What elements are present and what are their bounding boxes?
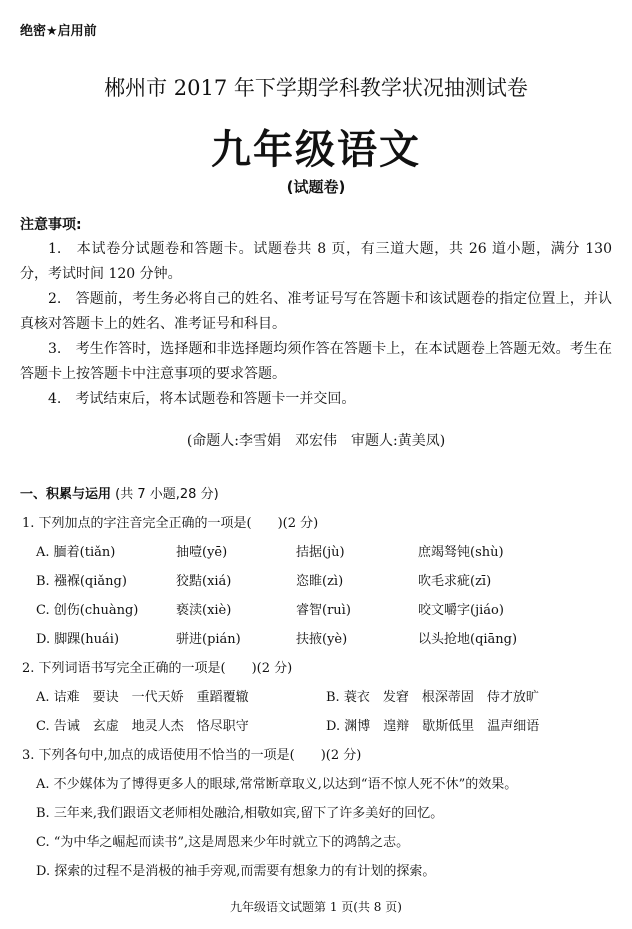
q1-option-d-4: 以头抢地(qiāng): [418, 632, 518, 647]
notice-heading: 注意事项:: [20, 217, 82, 233]
q1-option-a-1: A. 腼着(tiǎn): [36, 545, 116, 560]
q1-option-d-2: 骈进(pián): [176, 632, 241, 647]
secret-label: 绝密★启用前: [20, 24, 97, 39]
q2-option-d: D. 渊博 遑辩 歇斯低里 温声细语: [326, 719, 540, 734]
q1-option-b-4: 吹毛求疵(zī): [418, 574, 492, 589]
question-1-stem: 1. 下列加点的字注音完全正确的一项是( )(2 分): [22, 516, 319, 531]
q1-option-b-1: B. 襁褓(qiǎng): [36, 574, 127, 589]
notice-item: 1. 本试卷分试题卷和答题卡。试题卷共 8 页，有三道大题，共 26 道小题，满分 130 分，考试时间 120 分钟。: [20, 241, 612, 282]
notice-list: [20, 237, 612, 412]
q1-option-c-2: 亵渎(xiè): [176, 603, 232, 618]
q1-option-a-4: 庶竭驽钝(shù): [418, 545, 504, 560]
q1-option-a-3: 拮据(jù): [296, 545, 345, 560]
section-meta: (共 7 小题,28 分): [115, 487, 219, 502]
notice-item: 4. 考试结束后，将本试题卷和答题卡一并交回。: [48, 391, 356, 407]
q1-option-a-2: 抽噎(yē): [176, 545, 228, 560]
q1-option-c-1: C. 创伤(chuàng): [36, 603, 139, 618]
q1-option-d-1: D. 脚踝(huái): [36, 632, 120, 647]
section-heading: [20, 483, 219, 502]
notice-item: 2. 答题前，考生务必将自己的姓名、准考证号写在答题卡和该试题卷的指定位置上，并认真核对答题卡上的姓名、准考证号和科目。: [20, 291, 612, 332]
q2-option-c: C. 告诫 玄虚 地灵人杰 恪尽职守: [36, 719, 249, 734]
q3-option-c: C. “为中华之崛起而读书”,这是周恩来少年时就立下的鸿鹄之志。: [36, 835, 410, 850]
sub-title: (试题卷): [286, 178, 346, 196]
section-title: 一、积累与运用: [20, 487, 112, 502]
main-title: 九年级语文: [211, 127, 421, 173]
question-2-stem: 2. 下列词语书写完全正确的一项是( )(2 分): [22, 661, 293, 676]
question-3-stem: 3. 下列各句中,加点的成语使用不恰当的一项是( )(2 分): [22, 748, 362, 763]
q1-option-b-3: 恣睢(zì): [296, 574, 344, 589]
authors-line: (命题人:李雪娟 邓宏伟 审题人:黄美凤): [186, 433, 446, 449]
q1-option-c-3: 睿智(ruì): [296, 603, 351, 618]
q1-option-d-3: 扶掖(yè): [296, 632, 348, 647]
notice-item: 3. 考生作答时，选择题和非选择题均须作答在答题卡上，在本试题卷上答题无效。考生在答题卡上按答题卡中注意事项的要求答题。: [20, 341, 612, 382]
q3-option-a: A. 不少媒体为了博得更多人的眼球,常常断章取义,以达到“语不惊人死不休”的效果。: [36, 777, 518, 792]
exam-title: 郴州市 2017 年下学期学科教学状况抽测试卷: [104, 76, 528, 100]
q3-option-b: B. 三年来,我们跟语文老师相处融洽,相敬如宾,留下了许多美好的回忆。: [36, 806, 444, 821]
q1-option-b-2: 狡黠(xiá): [176, 574, 232, 589]
page-footer: 九年级语文试题第 1 页(共 8 页): [230, 900, 402, 914]
q1-option-c-4: 咬文嚼字(jiáo): [418, 603, 504, 618]
q2-option-a: A. 诘难 要诀 一代天娇 重蹈覆辙: [36, 690, 249, 705]
q2-option-b: B. 蓑衣 发窘 根深蒂固 侍才放旷: [326, 690, 539, 705]
q3-option-d: D. 探索的过程不是消极的袖手旁观,而需要有想象力的有计划的探索。: [36, 864, 436, 879]
